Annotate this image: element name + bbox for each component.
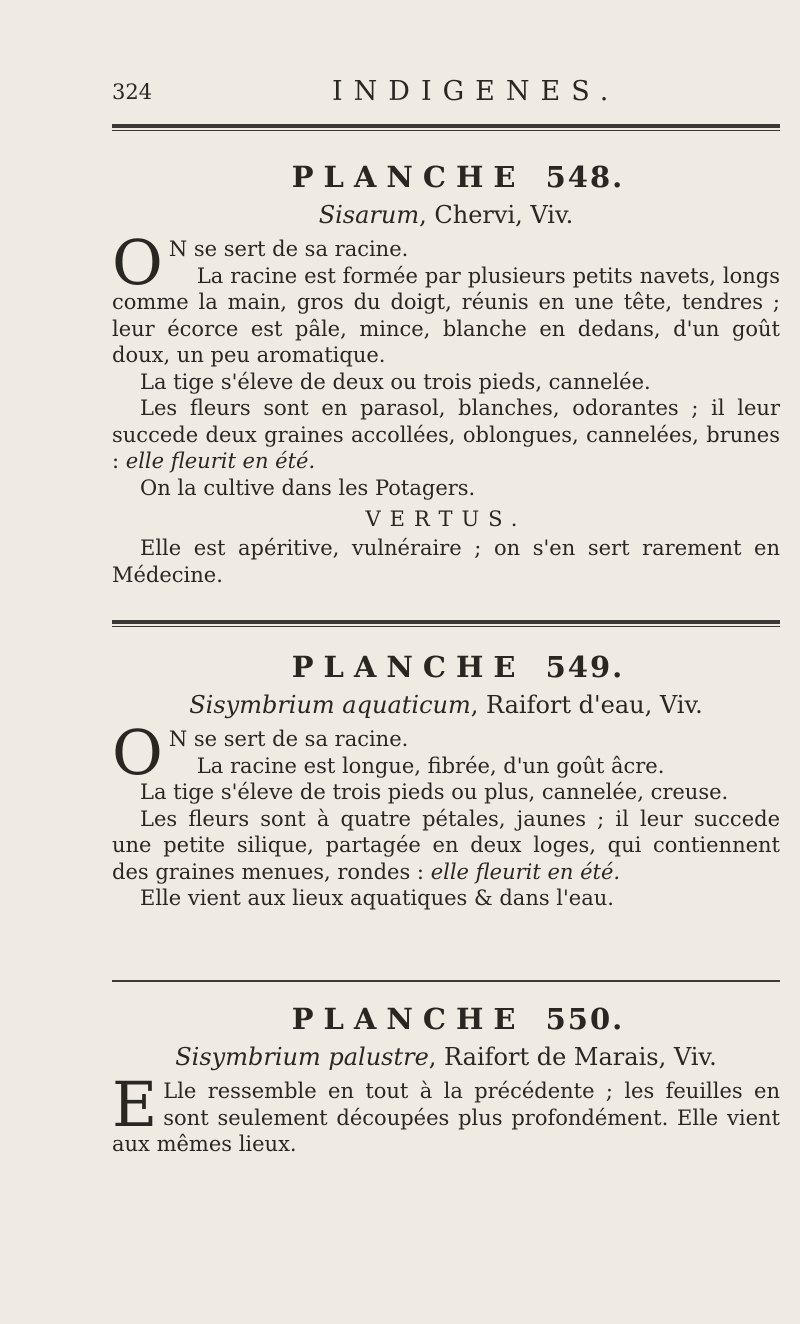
plate-heading: PLANCHE 550. — [291, 1002, 625, 1036]
paragraph: O N se sert de sa racine. — [112, 226, 409, 299]
section-549 — [112, 648, 780, 912]
latin-name: Sisymbrium palustre — [175, 1043, 429, 1071]
latin-name: Sisarum — [318, 201, 420, 229]
paragraph: On la cultive dans les Potagers. — [140, 475, 476, 500]
plate-heading: PLANCHE 549. — [291, 650, 625, 684]
common-name: , Raifort de Marais, Viv. — [428, 1043, 717, 1071]
paragraph: Elle vient aux lieux aquatiques & dans l'eau. — [140, 886, 614, 910]
paragraph: La racine est formée par plusieurs petits navets, longs comme la main, gros du doigt, réunis en une tête, tendres ; leur écorce est pâle, mince, blanche en dedans, d'un goût doux, un peu aromatique. — [112, 263, 780, 367]
drop-cap: O — [112, 716, 163, 789]
section-548 — [112, 158, 780, 588]
paragraph: Elle est apéritive, vulnéraire ; on s'en sert rarement en Médecine. — [112, 536, 780, 587]
common-name: , Chervi, Viv. — [419, 201, 574, 229]
common-name: , Raifort d'eau, Viv. — [470, 691, 703, 719]
plate-heading: PLANCHE 548. — [291, 160, 625, 194]
plate-number: 549. — [545, 650, 625, 684]
paragraph: La tige s'éleve de trois pieds ou plus, cannelée, creuse. — [140, 780, 729, 804]
paragraph: Les fleurs sont en parasol, blanches, odorantes ; il leur succede deux graines accollées, oblongues, cannelées, brunes : elle fleurit en été. — [112, 396, 780, 473]
plant-name — [112, 1042, 780, 1072]
plate-number: 550. — [545, 1002, 625, 1036]
paragraph: La racine est longue, fibrée, d'un goût âcre. — [196, 753, 665, 778]
header-rule — [112, 124, 780, 131]
page-number: 324 — [112, 80, 153, 104]
plate-number: 548. — [545, 160, 625, 194]
section-rule — [112, 980, 780, 982]
section-550 — [112, 1000, 780, 1158]
paragraph: E Lle ressemble en tout à la précédente ; les feuilles en sont seulement découpées plus profondément. Elle vient aux mêmes lieux. — [112, 1068, 780, 1156]
paragraph: Les fleurs sont à quatre pétales, jaunes ; il leur succede une petite silique, partagée en deux loges, qui contiennent des graines menues, rondes : elle fleurit en été. — [112, 806, 780, 884]
paragraph: O N se sert de sa racine. — [112, 716, 409, 789]
page-header — [112, 76, 792, 120]
drop-cap: E — [112, 1068, 158, 1141]
latin-name: Sisymbrium aquaticum — [189, 691, 471, 719]
drop-cap: O — [112, 226, 163, 299]
virtus-heading: VERTUS. — [365, 507, 527, 531]
plant-name — [112, 200, 780, 230]
plant-name — [112, 690, 780, 720]
paragraph: La tige s'éleve de deux ou trois pieds, cannelée. — [140, 369, 651, 394]
section-rule — [112, 620, 780, 627]
running-head: INDIGENES. — [332, 76, 620, 107]
